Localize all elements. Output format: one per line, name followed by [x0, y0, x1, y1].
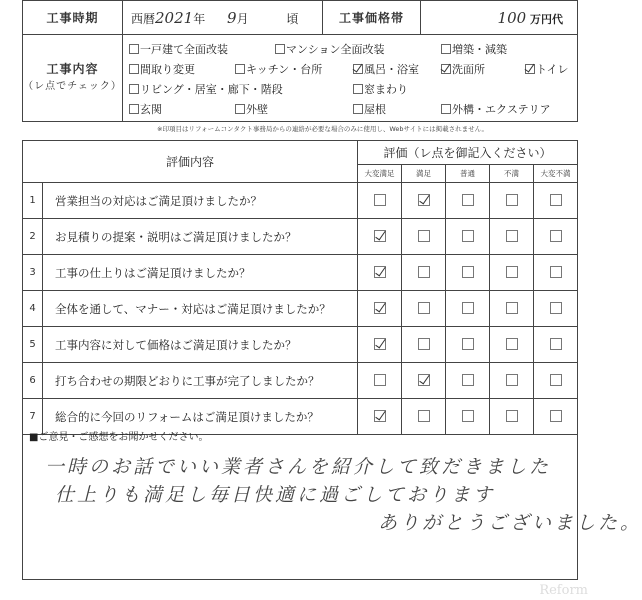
scale-neutral: 普通 — [446, 165, 490, 183]
rating-checkbox[interactable] — [462, 302, 474, 314]
evaluation-table — [22, 140, 578, 435]
rating-checkbox[interactable] — [462, 338, 474, 350]
option-bath[interactable]: 風呂・浴室 — [353, 61, 419, 77]
rating-checkbox[interactable] — [506, 338, 518, 350]
comment-line-2: 仕上りも満足し毎日快適に過ごしております — [55, 484, 496, 506]
rating-checkbox[interactable] — [418, 302, 430, 314]
period-label: 工事時期 — [23, 1, 123, 35]
rating-checkbox[interactable] — [550, 266, 562, 278]
work-label-cell — [23, 35, 123, 122]
rating-checkbox-checked[interactable] — [418, 194, 430, 206]
question-row — [23, 255, 578, 291]
checkbox[interactable] — [353, 84, 363, 94]
rating-checkbox[interactable] — [506, 302, 518, 314]
price-unit: 万円代 — [530, 12, 563, 26]
period-value — [123, 1, 323, 35]
checkbox-checked[interactable] — [441, 64, 451, 74]
rating-checkbox-checked[interactable] — [374, 338, 386, 350]
reform-logo: Reform — [539, 583, 588, 598]
price-value[interactable]: 100 — [497, 8, 527, 27]
era-label: 西暦 — [131, 11, 156, 26]
checkbox[interactable] — [235, 64, 245, 74]
price-label: 工事価格帯 — [323, 1, 421, 35]
checkbox[interactable] — [275, 44, 285, 54]
question-row — [23, 291, 578, 327]
rating-checkbox[interactable] — [462, 410, 474, 422]
rating-checkbox[interactable] — [462, 266, 474, 278]
comments-box[interactable] — [22, 424, 642, 580]
question-number: 6 — [23, 363, 43, 399]
rating-checkbox-checked[interactable] — [418, 374, 430, 386]
checkbox[interactable] — [129, 104, 139, 114]
evaluation-header: 評価内容 — [23, 141, 358, 183]
rating-checkbox[interactable] — [462, 194, 474, 206]
question-text: 打ち合わせの期限どおりに工事が完了しましたか？ — [43, 363, 358, 399]
work-sublabel: （レ点でチェック） — [23, 81, 122, 92]
rating-checkbox[interactable] — [418, 338, 430, 350]
rating-checkbox-checked[interactable] — [374, 410, 386, 422]
rating-checkbox[interactable] — [550, 194, 562, 206]
checkbox[interactable] — [353, 104, 363, 114]
scale-dissatisfied: 不満 — [490, 165, 534, 183]
comment-line-3: ありがとうございました。 — [378, 512, 642, 534]
question-number: 3 — [23, 255, 43, 291]
privacy-note: ※印項目はリフォームコンタクト事務局からの連絡が必要な場合のみに使用し、Webサイトには掲載されません。 — [157, 125, 488, 133]
checkbox[interactable] — [441, 104, 451, 114]
question-row — [23, 219, 578, 255]
price-cell — [421, 1, 578, 35]
work-options — [123, 35, 578, 122]
question-row — [23, 183, 578, 219]
checkbox-checked[interactable] — [353, 64, 363, 74]
option-extension[interactable]: 増築・減築 — [441, 41, 507, 57]
comments-label: ■ご意見・ご感想をお聞かせください。 — [29, 432, 209, 443]
option-exterior[interactable]: 外構・エクステリア — [441, 101, 551, 117]
rating-checkbox[interactable] — [506, 410, 518, 422]
rating-title: 評価（レ点を御記入ください） — [358, 141, 578, 165]
question-number: 7 — [23, 399, 43, 435]
question-text: 総合的に今回のリフォームはご満足頂けましたか？ — [43, 399, 358, 435]
option-entrance[interactable]: 玄関 — [129, 101, 162, 117]
option-mansion-full[interactable]: マンション全面改装 — [275, 41, 385, 57]
rating-checkbox-checked[interactable] — [374, 302, 386, 314]
checkbox[interactable] — [441, 44, 451, 54]
rating-checkbox[interactable] — [374, 194, 386, 206]
comment-line-1: 一時のお話でいい業者さんを紹介して致だきました — [45, 456, 552, 478]
approx-label: 頃 — [286, 11, 299, 26]
option-layout-change[interactable]: 間取り変更 — [129, 61, 195, 77]
question-number: 2 — [23, 219, 43, 255]
rating-checkbox[interactable] — [506, 266, 518, 278]
rating-checkbox[interactable] — [550, 410, 562, 422]
rating-checkbox[interactable] — [550, 374, 562, 386]
rating-checkbox[interactable] — [550, 338, 562, 350]
question-text: 工事内容に対して価格はご満足頂けましたか？ — [43, 327, 358, 363]
rating-checkbox-checked[interactable] — [374, 266, 386, 278]
rating-checkbox[interactable] — [550, 302, 562, 314]
rating-checkbox[interactable] — [418, 410, 430, 422]
question-text: 全体を通して、マナー・対応はご満足頂けましたか？ — [43, 291, 358, 327]
option-windows[interactable]: 窓まわり — [353, 81, 408, 97]
scale-very-satisfied: 大変満足 — [358, 165, 402, 183]
question-number: 1 — [23, 183, 43, 219]
checkbox[interactable] — [129, 64, 139, 74]
rating-checkbox[interactable] — [462, 374, 474, 386]
option-roof[interactable]: 屋根 — [353, 101, 386, 117]
question-text: 工事の仕上りはご満足頂けましたか？ — [43, 255, 358, 291]
option-exterior-wall[interactable]: 外壁 — [235, 101, 268, 117]
option-kitchen[interactable]: キッチン・台所 — [235, 61, 322, 77]
rating-checkbox[interactable] — [418, 266, 430, 278]
question-number: 5 — [23, 327, 43, 363]
month-value[interactable]: 9 — [227, 8, 237, 27]
month-unit: 月 — [236, 11, 249, 26]
year-value[interactable]: 2021 — [155, 8, 194, 27]
year-unit: 年 — [193, 11, 206, 26]
option-living[interactable]: リビング・居室・廊下・階段 — [129, 81, 283, 97]
checkbox[interactable] — [129, 44, 139, 54]
question-number: 4 — [23, 291, 43, 327]
work-label: 工事内容 — [46, 62, 99, 76]
rating-checkbox[interactable] — [506, 230, 518, 242]
scale-very-dissatisfied: 大変不満 — [534, 165, 578, 183]
project-info-table — [22, 0, 578, 122]
rating-checkbox[interactable] — [550, 230, 562, 242]
option-detached-full[interactable]: 一戸建て全面改装 — [129, 41, 228, 57]
rating-checkbox-checked[interactable] — [374, 230, 386, 242]
rating-checkbox[interactable] — [506, 374, 518, 386]
rating-checkbox[interactable] — [374, 374, 386, 386]
checkbox-checked[interactable] — [525, 64, 535, 74]
rating-checkbox[interactable] — [506, 194, 518, 206]
scale-satisfied: 満足 — [402, 165, 446, 183]
checkbox[interactable] — [235, 104, 245, 114]
option-washroom[interactable]: 洗面所 — [441, 61, 485, 77]
rating-checkbox[interactable] — [418, 230, 430, 242]
question-row — [23, 327, 578, 363]
rating-checkbox[interactable] — [462, 230, 474, 242]
question-text: 営業担当の対応はご満足頂けましたか？ — [43, 183, 358, 219]
option-toilet[interactable]: トイレ — [525, 61, 568, 77]
checkbox[interactable] — [129, 84, 139, 94]
question-text: お見積りの提案・説明はご満足頂けましたか？ — [43, 219, 358, 255]
question-row — [23, 363, 578, 399]
